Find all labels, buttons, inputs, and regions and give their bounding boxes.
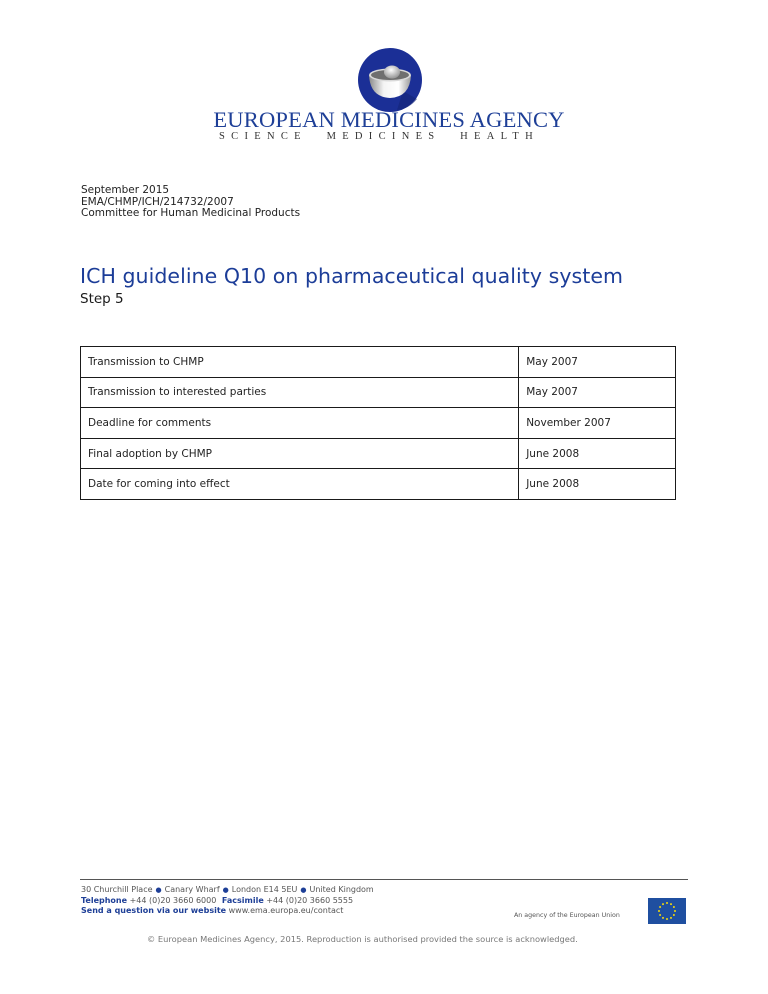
footer-divider	[80, 879, 688, 880]
bullet-icon: ●	[222, 886, 229, 894]
telephone-number: +44 (0)20 3660 6000	[129, 895, 217, 905]
row-date: May 2007	[519, 377, 676, 408]
committee-name: Committee for Human Medicinal Products	[81, 207, 301, 219]
row-date: May 2007	[519, 347, 676, 378]
page-title: ICH guideline Q10 on pharmaceutical quality system	[80, 264, 623, 288]
agency-name: EUROPEAN MEDICINES AGENCY	[213, 107, 565, 132]
row-date: June 2008	[519, 438, 676, 469]
eu-flag-icon	[648, 898, 686, 924]
footer-contact	[81, 885, 374, 917]
row-label: Transmission to interested parties	[81, 377, 519, 408]
table-row	[81, 438, 676, 469]
table-row	[81, 347, 676, 378]
table-row	[81, 469, 676, 500]
document-date: September 2015	[81, 184, 170, 196]
table-row	[81, 377, 676, 408]
row-label: Final adoption by CHMP	[81, 438, 519, 469]
bullet-icon: ●	[155, 886, 162, 894]
tagline-medicines: MEDICINES	[326, 131, 441, 142]
agency-tagline	[219, 130, 539, 144]
telephone-label: Telephone	[81, 895, 128, 905]
facsimile-number: +44 (0)20 3660 5555	[266, 895, 354, 905]
row-date: June 2008	[519, 469, 676, 500]
ema-logo	[0, 0, 768, 150]
row-label: Date for coming into effect	[81, 469, 519, 500]
row-label: Deadline for comments	[81, 408, 519, 439]
footer-phone-line	[81, 896, 374, 907]
copyright-notice: © European Medicines Agency, 2015. Reproduction is authorised provided the source is acknowledged.	[147, 934, 578, 944]
ema-emblem-icon	[357, 47, 423, 113]
timeline-table	[80, 346, 676, 500]
bullet-icon: ●	[300, 886, 307, 894]
question-label: Send a question via our website	[81, 906, 227, 915]
tagline-health: HEALTH	[460, 131, 539, 142]
footer-website-line	[81, 906, 374, 917]
website-link[interactable]: www.ema.europa.eu/contact	[228, 906, 344, 915]
footer-address-line: 30 Churchill Place ● Canary Wharf ● London E14 5EU ● United Kingdom	[81, 885, 374, 894]
row-date: November 2007	[519, 408, 676, 439]
document-reference: EMA/CHMP/ICH/214732/2007	[81, 195, 234, 208]
eu-agency-text: An agency of the European Union	[514, 912, 620, 919]
page-subtitle: Step 5	[80, 291, 124, 307]
tagline-science: SCIENCE	[219, 131, 307, 142]
row-label: Transmission to CHMP	[81, 347, 519, 378]
table-row	[81, 408, 676, 439]
facsimile-label: Facsimile	[221, 895, 264, 905]
document-meta	[81, 185, 300, 220]
